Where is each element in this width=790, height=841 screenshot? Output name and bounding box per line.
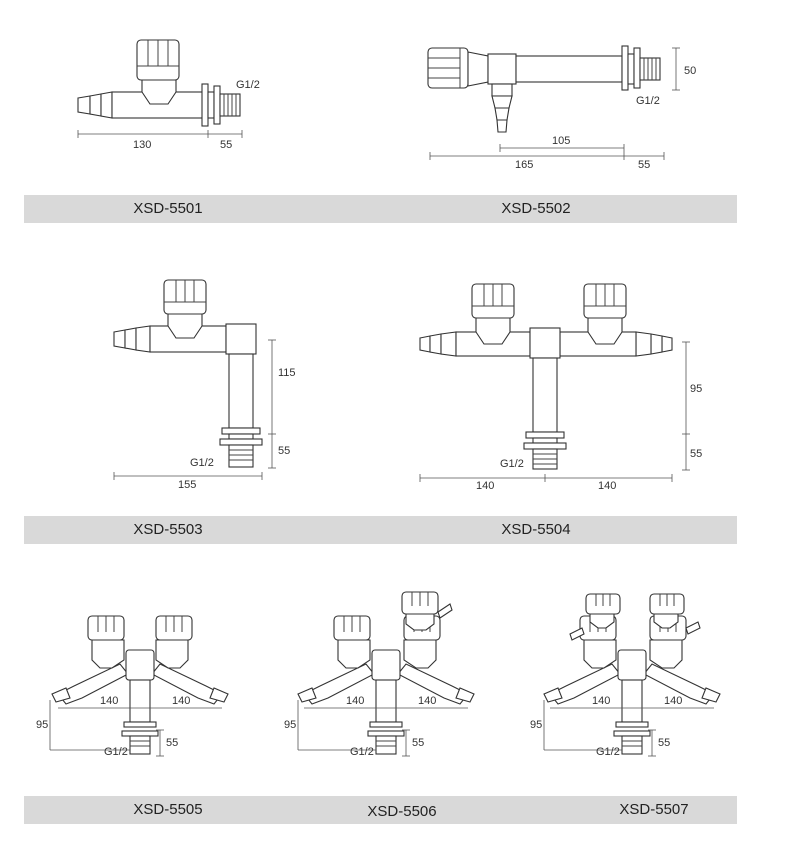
dim-5504-right-width: 140 — [598, 480, 617, 492]
thread-label-5506: G1/2 — [350, 746, 374, 758]
model-label-bar-row-2 — [24, 516, 737, 544]
dim-5507-height: 95 — [530, 719, 543, 731]
dim-5504-stem-height: 95 — [690, 383, 703, 395]
dim-5503-stem-height: 115 — [278, 367, 296, 379]
thread-label-5505: G1/2 — [104, 746, 128, 758]
thread-label-5501: G1/2 — [236, 79, 260, 91]
dim-5507-left-arm: 140 — [592, 695, 611, 707]
dim-5502-height: 50 — [684, 65, 697, 77]
thread-label-5502: G1/2 — [636, 95, 660, 107]
thread-label-5503: G1/2 — [190, 457, 214, 469]
dim-5505-thread-length: 55 — [166, 737, 179, 749]
dim-5507-right-arm: 140 — [664, 695, 683, 707]
model-label-xsd-5503: XSD-5503 — [133, 521, 203, 538]
faucet-xsd-5501-drawing — [78, 40, 242, 138]
faucet-xsd-5506-drawing — [298, 592, 474, 756]
dim-5501-length: 130 — [133, 139, 152, 151]
thread-label-5507: G1/2 — [596, 746, 620, 758]
dim-5503-thread-length: 55 — [278, 445, 291, 457]
dim-5503-width: 155 — [178, 479, 197, 491]
dim-5504-thread-length: 55 — [690, 448, 703, 460]
dim-5506-left-arm: 140 — [346, 695, 365, 707]
dim-5505-right-arm: 140 — [172, 695, 191, 707]
model-label-xsd-5504: XSD-5504 — [501, 521, 571, 538]
faucet-xsd-5503-drawing — [114, 280, 276, 480]
dim-5506-right-arm: 140 — [418, 695, 437, 707]
model-label-xsd-5501: XSD-5501 — [133, 200, 203, 217]
dim-5504-left-width: 140 — [476, 480, 495, 492]
model-label-xsd-5502: XSD-5502 — [501, 200, 571, 217]
dim-5502-length: 165 — [515, 159, 534, 171]
faucet-xsd-5504-drawing — [420, 284, 690, 482]
model-label-xsd-5507: XSD-5507 — [619, 801, 689, 818]
dim-5507-thread-length: 55 — [658, 737, 671, 749]
dim-5505-height: 95 — [36, 719, 49, 731]
thread-label-5504: G1/2 — [500, 458, 524, 470]
dim-5506-thread-length: 55 — [412, 737, 425, 749]
model-label-xsd-5506: XSD-5506 — [367, 803, 437, 820]
dim-5502-outlet-offset: 105 — [552, 135, 571, 147]
model-label-xsd-5505: XSD-5505 — [133, 801, 203, 818]
faucet-xsd-5507-drawing — [544, 594, 720, 756]
model-label-bar-row-1 — [24, 195, 737, 223]
faucet-xsd-5505-drawing — [50, 616, 228, 756]
dim-5506-height: 95 — [284, 719, 297, 731]
dim-5501-thread-length: 55 — [220, 139, 233, 151]
dim-5505-left-arm: 140 — [100, 695, 119, 707]
dim-5502-thread-length: 55 — [638, 159, 651, 171]
